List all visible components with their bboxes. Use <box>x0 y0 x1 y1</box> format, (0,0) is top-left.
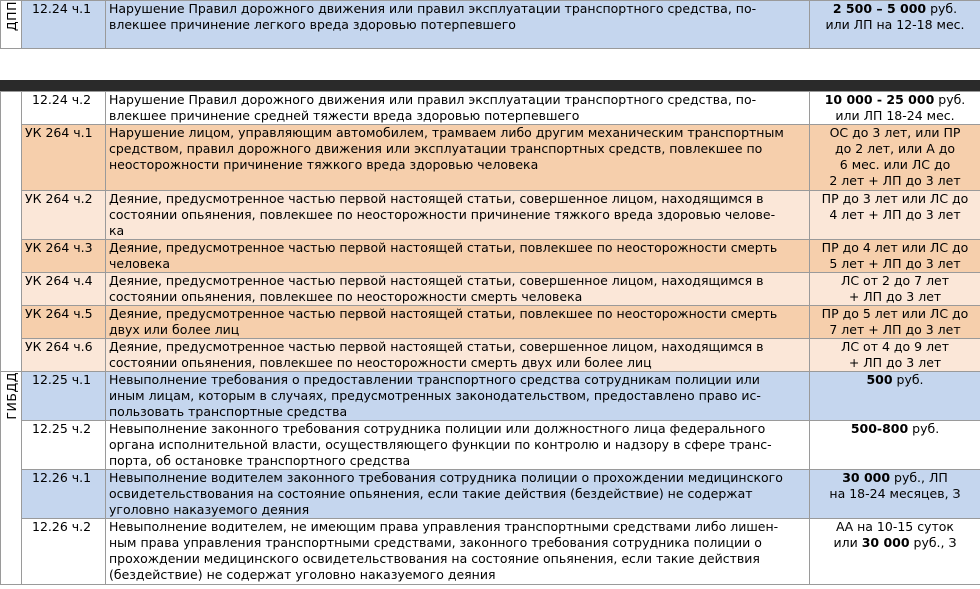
article-cell <box>22 273 106 306</box>
penalty-line: на 18-24 месяцев, З <box>829 486 961 501</box>
table-row <box>1 191 980 240</box>
description-line: средством, правил дорожного движения или эксплуатации транспортных средств, повлекшее по <box>109 141 763 156</box>
description-line: состоянии опьянения, повлекшее по неосторожности смерть человека <box>109 289 583 304</box>
description-line: Деяние, предусмотренное частью первой настоящей статьи, повлекшее по неосторожности смерть <box>109 306 778 321</box>
description-line: Деяние, предусмотренное частью первой настоящей статьи, совершенное лицом, находящимся в <box>109 191 764 206</box>
description-line: Невыполнение требования о предоставлении транспортного средства сотрудникам полиции или <box>109 372 760 387</box>
description-cell <box>106 306 810 339</box>
penalty-line: ПР до 3 лет или ЛС до <box>821 191 969 206</box>
table-row <box>1 125 980 191</box>
article-cell <box>22 240 106 273</box>
description-line: пользовать транспортные средства <box>109 404 348 419</box>
table-row <box>1 470 980 519</box>
penalty-line: ПР до 4 лет или ЛС до <box>821 240 969 255</box>
penalty-cell <box>810 519 980 585</box>
table-row <box>1 92 980 125</box>
description-line: иным лицам, которым в случаях, предусмотренных законодательством, предоставлено право ис- <box>109 388 761 403</box>
article-number: УК 264 ч.5 <box>25 306 93 321</box>
article-number: 12.26 ч.1 <box>32 470 92 485</box>
penalty-line: или ЛП на 12-18 мес. <box>825 17 965 32</box>
table-row <box>1 339 980 372</box>
penalty-cell <box>810 125 980 191</box>
table-row <box>1 306 980 339</box>
article-number: УК 264 ч.1 <box>25 125 93 140</box>
penalty-line: или ЛП 18-24 мес. <box>835 108 955 123</box>
description-cell <box>106 1 810 49</box>
description-line: прохождении медицинского освидетельствования на состояние опьянения, если такие действия <box>109 551 760 566</box>
description-line: ным права управления транспортными средствами, законного требования сотрудника полиции о <box>109 535 762 550</box>
article-number: УК 264 ч.6 <box>25 339 93 354</box>
penalty-cell <box>810 421 980 470</box>
penalty-unit: руб. <box>892 372 924 387</box>
penalty-line: ЛС от 2 до 7 лет <box>840 273 950 288</box>
penalty-line: + ЛП до 3 лет <box>848 355 942 370</box>
penalty-line: 4 лет + ЛП до 3 лет <box>829 207 961 222</box>
table-row <box>1 372 980 421</box>
description-cell <box>106 339 810 372</box>
table-row <box>1 240 980 273</box>
description-line: влекшее причинение средней тяжести вреда здоровью потерпевшего <box>109 108 580 123</box>
penalty-line: 2 лет + ЛП до 3 лет <box>829 173 961 188</box>
description-cell <box>106 470 810 519</box>
penalty-unit: руб., З <box>909 535 957 550</box>
description-cell <box>106 125 810 191</box>
article-cell <box>22 92 106 125</box>
description-line: освидетельствования на состояние опьянения, если такие действия (бездействие) не содержат <box>109 486 753 501</box>
article-cell <box>22 306 106 339</box>
penalty-unit: руб. <box>926 1 958 16</box>
description-line: Деяние, предусмотренное частью первой настоящей статьи, совершенное лицом, находящимся в <box>109 273 764 288</box>
article-cell <box>22 191 106 240</box>
description-line: Нарушение лицом, управляющим автомобилем, трамваем либо другим механическим транспортным <box>109 125 784 140</box>
article-cell <box>22 339 106 372</box>
penalty-unit: руб. <box>934 92 966 107</box>
separator-bar <box>0 80 980 91</box>
description-line: (бездействие) не содержат уголовно наказуемого деяния <box>109 567 496 582</box>
description-line: Нарушение Правил дорожного движения или правил эксплуатации транспортного средства, по- <box>109 92 757 107</box>
penalty-cell <box>810 470 980 519</box>
description-line: органа исполнительной власти, осуществляющего функции по контролю и надзору в сфере транс- <box>109 437 772 452</box>
penalty-unit: руб., ЛП <box>890 470 948 485</box>
main-table <box>0 91 980 585</box>
description-line: неосторожности причинение тяжкого вреда здоровью человека <box>109 157 539 172</box>
table-row <box>1 519 980 585</box>
penalty-cell <box>810 1 980 49</box>
article-cell <box>22 1 106 49</box>
article-cell <box>22 421 106 470</box>
article-cell <box>22 470 106 519</box>
penalty-cell <box>810 92 980 125</box>
article-number: 12.24 ч.2 <box>32 92 92 107</box>
article-cell <box>22 125 106 191</box>
penalty-line: 6 мес. или ЛС до <box>839 157 951 172</box>
article-number: УК 264 ч.2 <box>25 191 93 206</box>
description-cell <box>106 372 810 421</box>
section-label-cell <box>1 92 22 372</box>
penalty-line: ПР до 5 лет или ЛС до <box>821 306 969 321</box>
article-number: 12.25 ч.1 <box>32 372 92 387</box>
penalty-amount: 500 <box>866 372 893 387</box>
penalty-cell <box>810 191 980 240</box>
penalty-cell <box>810 339 980 372</box>
section-label-cell <box>1 372 22 585</box>
description-line: влекшее причинение легкого вреда здоровью потерпевшего <box>109 17 516 32</box>
article-cell <box>22 519 106 585</box>
penalty-line: до 2 лет, или А до <box>834 141 956 156</box>
penalty-line: ЛС от 4 до 9 лет <box>840 339 950 354</box>
article-number: 12.24 ч.1 <box>32 1 92 16</box>
description-cell <box>106 92 810 125</box>
article-number: 12.26 ч.2 <box>32 519 92 534</box>
penalty-line: + ЛП до 3 лет <box>848 289 942 304</box>
table-row <box>1 421 980 470</box>
article-number: 12.25 ч.2 <box>32 421 92 436</box>
description-line: Невыполнение водителем законного требования сотрудника полиции о прохождении медицинского <box>109 470 783 485</box>
penalty-line: ОС до 3 лет, или ПР <box>829 125 961 140</box>
description-line: состоянии опьянения, повлекшее по неосторожности причинение тяжкого вреда здоровью челове- <box>109 207 776 222</box>
description-line: Деяние, предусмотренное частью первой настоящей статьи, совершенное лицом, находящимся в <box>109 339 764 354</box>
description-line: состоянии опьянения, повлекшее по неосторожности смерть двух или более лиц <box>109 355 652 370</box>
description-line: человека <box>109 256 170 271</box>
description-line: уголовно наказуемого деяния <box>109 502 310 517</box>
description-line: Деяние, предусмотренное частью первой настоящей статьи, повлекшее по неосторожности смерть <box>109 240 778 255</box>
penalty-amount: 30 000 <box>842 470 891 485</box>
penalty-prefix: или <box>833 535 862 550</box>
description-line: ка <box>109 223 125 238</box>
penalty-amount: 10 000 - 25 000 <box>824 92 935 107</box>
penalty-unit: руб. <box>908 421 940 436</box>
section-label: ДПП <box>4 1 19 32</box>
description-line: двух или более лиц <box>109 322 240 337</box>
penalty-amount: 2 500 – 5 000 <box>832 1 927 16</box>
table-row <box>1 273 980 306</box>
description-cell <box>106 240 810 273</box>
description-line: Нарушение Правил дорожного движения или правил эксплуатации транспортного средства, по- <box>109 1 757 16</box>
article-cell <box>22 372 106 421</box>
section-label: ГИБДД <box>4 372 19 420</box>
description-line: Невыполнение водителем, не имеющим права управления транспортными средствами либо лишен- <box>109 519 779 534</box>
article-number: УК 264 ч.4 <box>25 273 93 288</box>
article-number: УК 264 ч.3 <box>25 240 93 255</box>
section-label-cell <box>1 1 22 49</box>
top-table <box>0 0 980 49</box>
penalty-amount: 30 000 <box>861 535 910 550</box>
penalty-line: 5 лет + ЛП до 3 лет <box>829 256 961 271</box>
penalty-amount: 500-800 <box>850 421 909 436</box>
table-row <box>1 1 980 49</box>
penalty-cell <box>810 273 980 306</box>
penalty-line: АА на 10-15 суток <box>836 519 954 534</box>
description-cell <box>106 191 810 240</box>
description-cell <box>106 273 810 306</box>
penalty-cell <box>810 306 980 339</box>
penalty-cell <box>810 372 980 421</box>
penalty-cell <box>810 240 980 273</box>
description-line: Невыполнение законного требования сотрудника полиции или должностного лица федерального <box>109 421 766 436</box>
description-cell <box>106 421 810 470</box>
penalty-line: 7 лет + ЛП до 3 лет <box>829 322 961 337</box>
description-cell <box>106 519 810 585</box>
description-line: порта, об остановке транспортного средства <box>109 453 411 468</box>
